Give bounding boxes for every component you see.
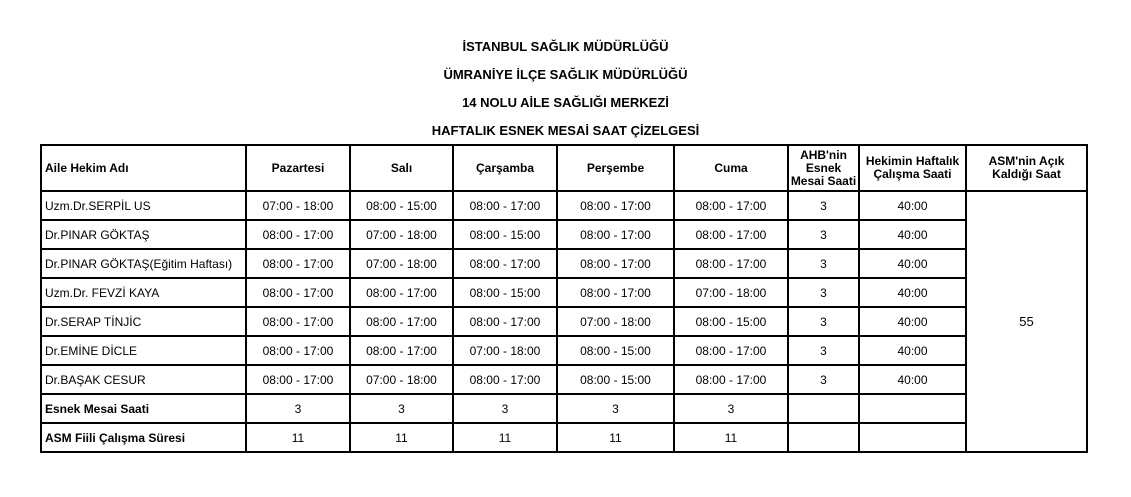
empty-cell [788,394,859,423]
summary-row-flex-hours [41,394,1087,423]
ahb-value: 3 [788,220,859,249]
day-hours: 07:00 - 18:00 [453,336,557,365]
title-schedule: HAFTALIK ESNEK MESAİ SAAT ÇİZELGESİ [431,123,700,138]
table-row [41,278,1087,307]
day-hours: 08:00 - 17:00 [350,307,453,336]
day-hours: 08:00 - 17:00 [246,278,350,307]
doctor-name: Uzm.Dr.SERPİL US [41,191,246,220]
summary-row-actual-hours [41,423,1087,452]
doctor-name: Uzm.Dr. FEVZİ KAYA [41,278,246,307]
empty-cell [788,423,859,452]
day-hours: 08:00 - 15:00 [557,336,674,365]
summary-value: 3 [350,394,453,423]
day-hours: 08:00 - 17:00 [674,365,788,394]
day-hours: 08:00 - 17:00 [453,365,557,394]
table-row [41,249,1087,278]
day-hours: 08:00 - 17:00 [246,249,350,278]
header-day: Salı [350,145,453,191]
document-titles [0,36,1131,148]
table-row [41,307,1087,336]
day-hours: 07:00 - 18:00 [350,249,453,278]
header-day: Çarşamba [453,145,557,191]
header-day: Cuma [674,145,788,191]
doctor-name: Dr.PINAR GÖKTAŞ [41,220,246,249]
day-hours: 08:00 - 17:00 [453,249,557,278]
ahb-value: 3 [788,307,859,336]
day-hours: 08:00 - 17:00 [674,191,788,220]
day-hours: 08:00 - 17:00 [350,336,453,365]
schedule-table [40,144,1088,453]
ahb-value: 3 [788,278,859,307]
ahb-value: 3 [788,336,859,365]
table-row [41,336,1087,365]
summary-value: 11 [246,423,350,452]
summary-value: 3 [557,394,674,423]
day-hours: 08:00 - 15:00 [557,365,674,394]
day-hours: 08:00 - 17:00 [453,191,557,220]
weekly-hours: 40:00 [859,307,966,336]
table-row [41,191,1087,220]
title-district: ÜMRANİYE İLÇE SAĞLIK MÜDÜRLÜĞÜ [443,67,688,82]
weekly-hours: 40:00 [859,191,966,220]
doctor-name: Dr.PINAR GÖKTAŞ(Eğitim Haftası) [41,249,246,278]
day-hours: 08:00 - 17:00 [246,336,350,365]
empty-cell [859,423,966,452]
day-hours: 08:00 - 17:00 [557,278,674,307]
table-row [41,365,1087,394]
day-hours: 08:00 - 17:00 [557,220,674,249]
header-day: Pazartesi [246,145,350,191]
doctor-name: Dr.BAŞAK CESUR [41,365,246,394]
ahb-value: 3 [788,191,859,220]
day-hours: 08:00 - 15:00 [674,307,788,336]
weekly-hours: 40:00 [859,220,966,249]
summary-value: 3 [453,394,557,423]
ahb-value: 3 [788,365,859,394]
day-hours: 08:00 - 17:00 [557,249,674,278]
header-ahb: AHB'nin Esnek Mesai Saati [788,145,859,191]
weekly-hours: 40:00 [859,365,966,394]
summary-label: Esnek Mesai Saati [41,394,246,423]
header-row [41,145,1087,191]
day-hours: 08:00 - 17:00 [674,249,788,278]
weekly-hours: 40:00 [859,336,966,365]
table-row [41,220,1087,249]
day-hours: 08:00 - 17:00 [453,307,557,336]
summary-value: 3 [246,394,350,423]
header-day: Perşembe [557,145,674,191]
ahb-value: 3 [788,249,859,278]
summary-value: 11 [557,423,674,452]
header-weekly-hours: Hekimin Haftalık Çalışma Saati [859,145,966,191]
summary-value: 3 [674,394,788,423]
day-hours: 07:00 - 18:00 [350,365,453,394]
title-ministry: İSTANBUL SAĞLIK MÜDÜRLÜĞÜ [462,39,669,54]
day-hours: 07:00 - 18:00 [246,191,350,220]
empty-cell [859,394,966,423]
weekly-hours: 40:00 [859,249,966,278]
day-hours: 07:00 - 18:00 [674,278,788,307]
day-hours: 08:00 - 17:00 [350,278,453,307]
day-hours: 08:00 - 17:00 [557,191,674,220]
title-center: 14 NOLU AİLE SAĞLIĞI MERKEZİ [462,95,669,110]
day-hours: 08:00 - 15:00 [453,278,557,307]
day-hours: 07:00 - 18:00 [557,307,674,336]
day-hours: 08:00 - 17:00 [674,336,788,365]
weekly-hours: 40:00 [859,278,966,307]
day-hours: 08:00 - 17:00 [674,220,788,249]
day-hours: 08:00 - 17:00 [246,220,350,249]
day-hours: 07:00 - 18:00 [350,220,453,249]
summary-value: 11 [453,423,557,452]
summary-value: 11 [350,423,453,452]
day-hours: 08:00 - 15:00 [453,220,557,249]
summary-label: ASM Fiili Çalışma Süresi [41,423,246,452]
doctor-name: Dr.EMİNE DİCLE [41,336,246,365]
header-name: Aile Hekim Adı [41,145,246,191]
doctor-name: Dr.SERAP TİNJİC [41,307,246,336]
day-hours: 08:00 - 17:00 [246,307,350,336]
open-hours-value: 55 [966,191,1087,452]
day-hours: 08:00 - 15:00 [350,191,453,220]
summary-value: 11 [674,423,788,452]
day-hours: 08:00 - 17:00 [246,365,350,394]
header-open-hours: ASM'nin Açık Kaldığı Saat [966,145,1087,191]
